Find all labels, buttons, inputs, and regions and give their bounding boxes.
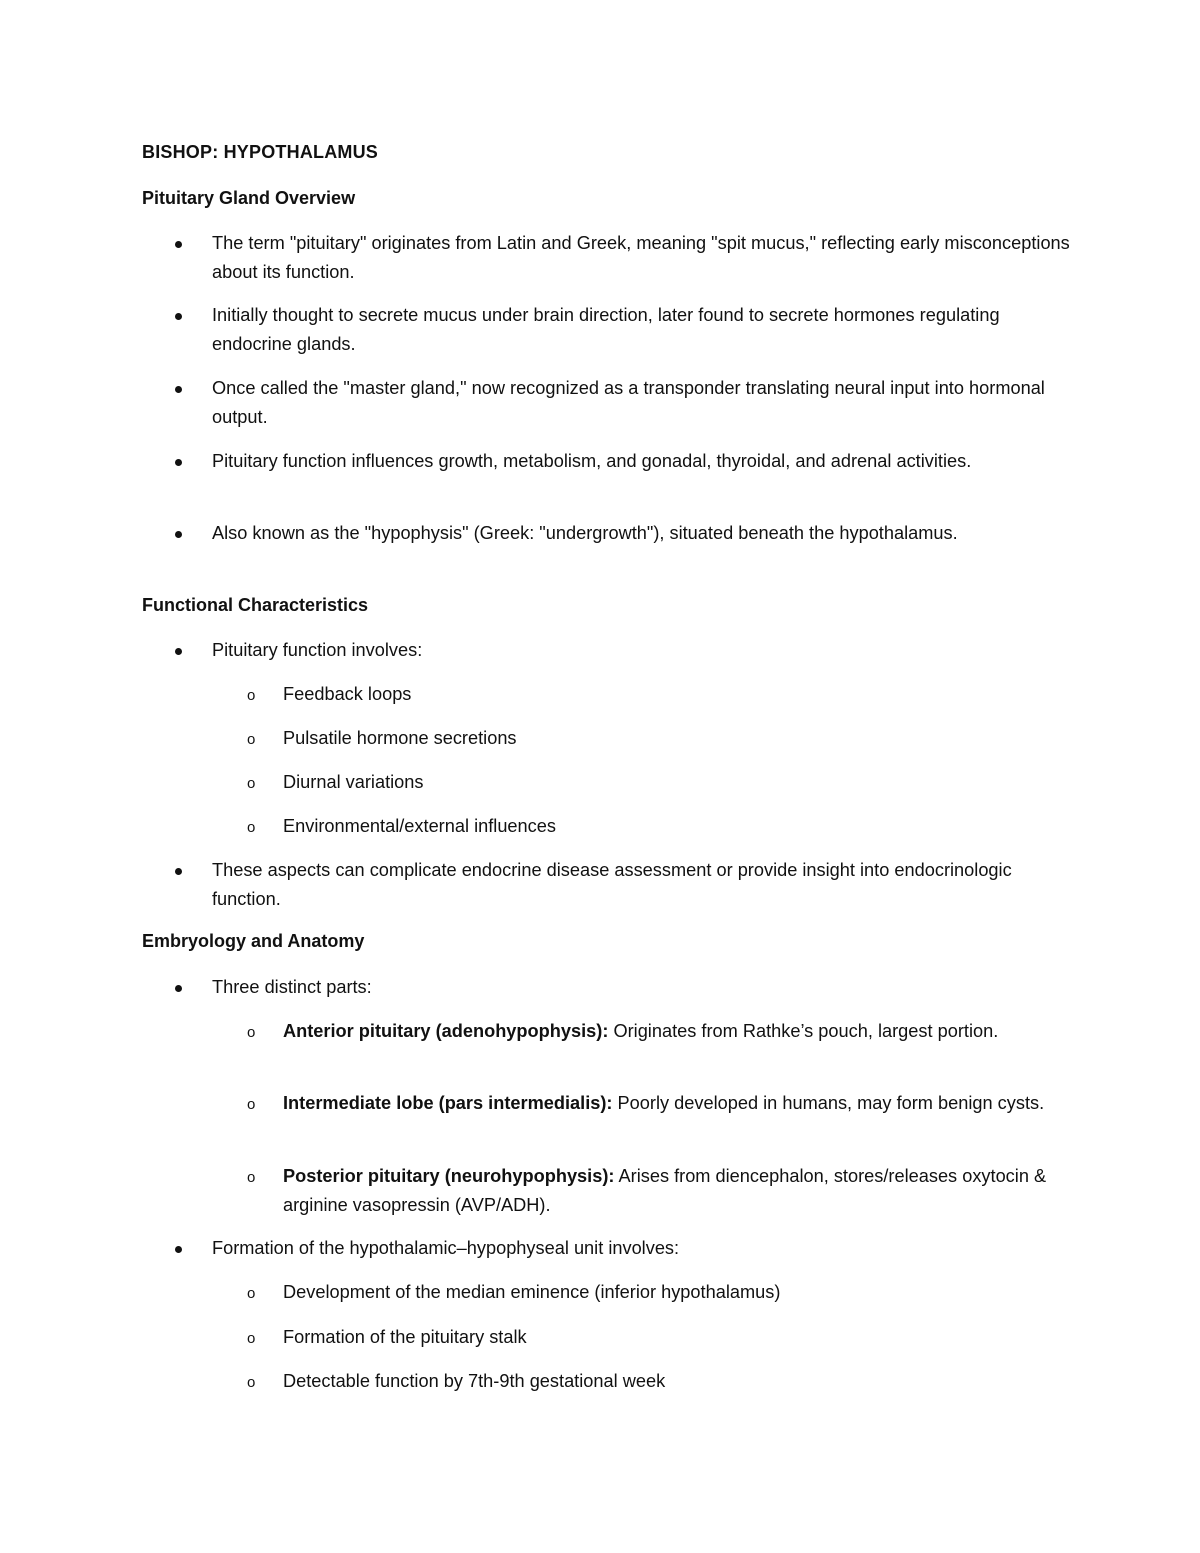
- hollow-bullet-icon: o: [247, 687, 256, 704]
- list-item: Pituitary function involves:: [212, 636, 1072, 665]
- list-item: Once called the "master gland," now recognized as a transponder translating neural input into hormonal output.: [212, 374, 1072, 431]
- hollow-bullet-icon: o: [247, 1169, 256, 1186]
- sub-list-item: [247, 1017, 1073, 1046]
- list-item: Initially thought to secrete mucus under brain direction, later found to secrete hormones regulating endocrine glands.: [212, 301, 1072, 358]
- hollow-bullet-icon: o: [247, 775, 256, 792]
- sub-list-item: o Diurnal variations: [247, 772, 424, 792]
- part-text: Poorly developed in humans, may form benign cysts.: [612, 1093, 1045, 1113]
- sub-list-item: o Detectable function by 7th-9th gestational week: [247, 1371, 666, 1391]
- sub-list-item: [247, 1089, 1073, 1118]
- hollow-bullet-icon: o: [247, 1285, 256, 1302]
- list-item: Also known as the "hypophysis" (Greek: "undergrowth"), situated beneath the hypothalamus.: [212, 519, 1072, 548]
- part-label: Anterior pituitary (adenohypophysis):: [283, 1021, 609, 1041]
- part-text: Arises from diencephalon, stores/releases oxytocin & arginine vasopressin (AVP/ADH).: [283, 1166, 1047, 1215]
- list-item: Pituitary function influences growth, metabolism, and gonadal, thyroidal, and adrenal activities.: [212, 447, 1072, 476]
- sub-list-item: o Environmental/external influences: [247, 816, 556, 836]
- bullet-icon: [175, 459, 182, 466]
- section-heading-overview: Pituitary Gland Overview: [142, 188, 356, 208]
- bullet-icon: [175, 648, 182, 655]
- bullet-icon: [175, 1246, 182, 1253]
- list-item: Three distinct parts:: [212, 973, 1072, 1002]
- list-item: Formation of the hypothalamic–hypophyseal unit involves:: [212, 1234, 1072, 1263]
- part-text: Originates from Rathke’s pouch, largest portion.: [608, 1021, 999, 1041]
- bullet-icon: [175, 313, 182, 320]
- hollow-bullet-icon: o: [247, 819, 256, 836]
- hollow-bullet-icon: o: [247, 1096, 256, 1113]
- document-title: BISHOP: HYPOTHALAMUS: [142, 142, 379, 162]
- section-heading-functional: Functional Characteristics: [142, 595, 369, 615]
- sub-list-item: o Development of the median eminence (inferior hypothalamus): [247, 1282, 781, 1302]
- list-item: The term "pituitary" originates from Latin and Greek, meaning "spit mucus," reflecting early misconceptions about its function.: [212, 229, 1072, 286]
- sub-list-item: [247, 1162, 1073, 1219]
- bullet-icon: [175, 241, 182, 248]
- part-label: Posterior pituitary (neurohypophysis):: [283, 1166, 615, 1186]
- section-heading-embryology: Embryology and Anatomy: [142, 931, 365, 951]
- hollow-bullet-icon: o: [247, 731, 256, 748]
- bullet-icon: [175, 868, 182, 875]
- sub-list-item: o Feedback loops: [247, 684, 412, 704]
- part-label: Intermediate lobe (pars intermedialis):: [283, 1093, 613, 1113]
- bullet-icon: [175, 386, 182, 393]
- hollow-bullet-icon: o: [247, 1374, 256, 1391]
- sub-list-item: o Pulsatile hormone secretions: [247, 728, 517, 748]
- bullet-icon: [175, 531, 182, 538]
- sub-list-item: o Formation of the pituitary stalk: [247, 1327, 527, 1347]
- hollow-bullet-icon: o: [247, 1024, 256, 1041]
- list-item: These aspects can complicate endocrine disease assessment or provide insight into endocrinologic function.: [212, 856, 1072, 913]
- bullet-icon: [175, 985, 182, 992]
- hollow-bullet-icon: o: [247, 1330, 256, 1347]
